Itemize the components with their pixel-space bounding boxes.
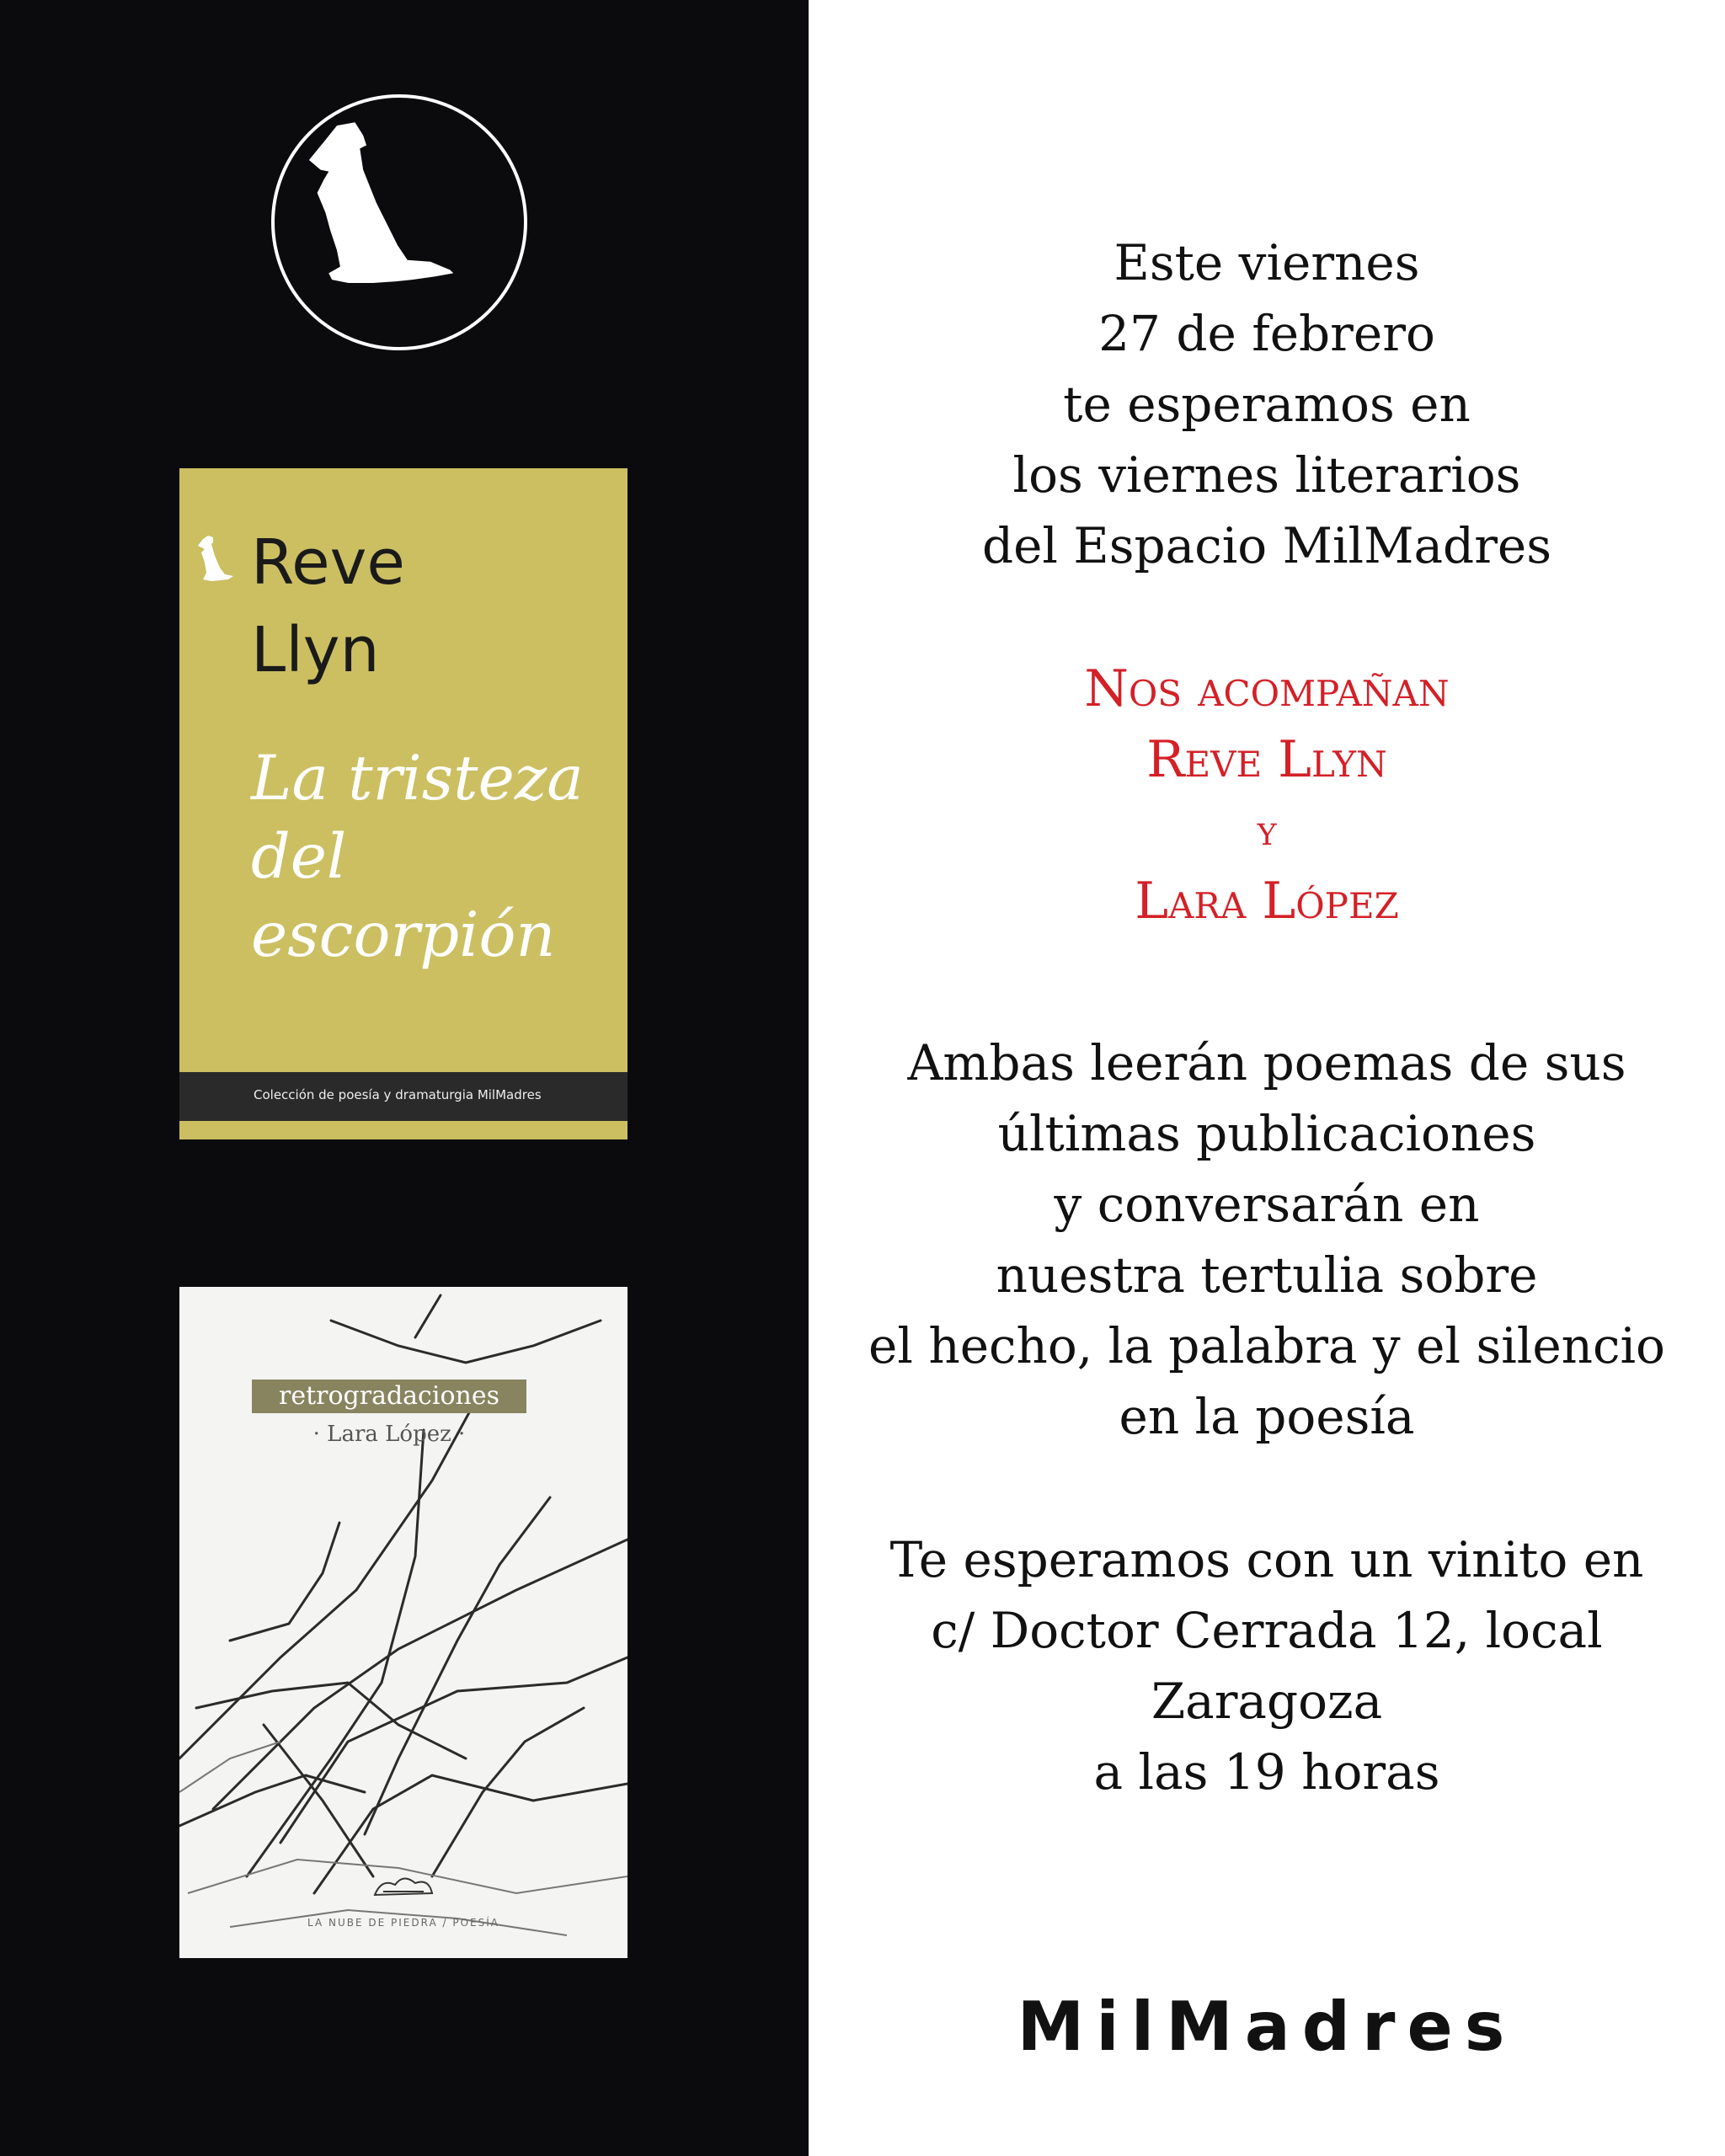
intro-line: te esperamos en: [1063, 376, 1471, 433]
publisher-cloud-logo: [370, 1870, 437, 1903]
address-line: c/ Doctor Cerrada 12, local: [931, 1602, 1603, 1659]
description-line: nuestra tertulia sobre: [996, 1246, 1538, 1304]
description-text: [809, 1027, 1725, 1452]
left-panel: [0, 0, 809, 2156]
dog-silhouette-icon: [275, 98, 524, 347]
guest-name: Reve Llyn: [1146, 730, 1387, 789]
intro-line: los viernes literarios: [1012, 446, 1521, 504]
description-line: en la poesía: [1119, 1388, 1415, 1445]
dog-icon: [195, 534, 237, 586]
brand-wordmark: MilMadres: [1017, 1988, 1517, 2066]
description-line: Ambas leerán poemas de sus: [907, 1034, 1626, 1091]
intro-text: [809, 227, 1725, 581]
guests-line: y: [1257, 806, 1277, 855]
city-line: Zaragoza: [1151, 1673, 1383, 1730]
dog-logo: [271, 94, 527, 350]
book-cover-retrogradaciones: [179, 1287, 628, 1958]
book2-author: · Lara López ·: [312, 1422, 466, 1447]
book1-title: La tristeza del escorpión: [251, 743, 584, 971]
details-line: Te esperamos con un vinito en: [889, 1531, 1644, 1588]
time-line: a las 19 horas: [1093, 1743, 1440, 1801]
book2-publisher: LA NUBE DE PIEDRA / POESÍA: [307, 1917, 499, 1929]
book1-collection-strip: [179, 1072, 628, 1121]
intro-line: del Espacio MilMadres: [981, 517, 1552, 574]
description-line: últimas publicaciones: [997, 1105, 1536, 1162]
details-text: [809, 1524, 1725, 1807]
description-line: y conversarán en: [1054, 1176, 1480, 1233]
intro-line: Este viernes: [1114, 234, 1420, 291]
intro-line: 27 de febrero: [1098, 305, 1435, 362]
description-line: el hecho, la palabra y el silencio: [868, 1317, 1665, 1374]
guests-text: [809, 654, 1725, 937]
guest-name: Lara López: [1135, 872, 1399, 931]
guests-line: Nos acompañan: [1084, 659, 1450, 718]
book-cover-la-tristeza: [179, 468, 628, 1139]
book2-title: retrogradaciones: [252, 1380, 526, 1413]
announcement-panel: [809, 0, 1725, 2156]
book1-collection: Colección de poesía y dramaturgia MilMadres: [254, 1087, 542, 1102]
book1-author: Reve Llyn: [251, 526, 405, 686]
